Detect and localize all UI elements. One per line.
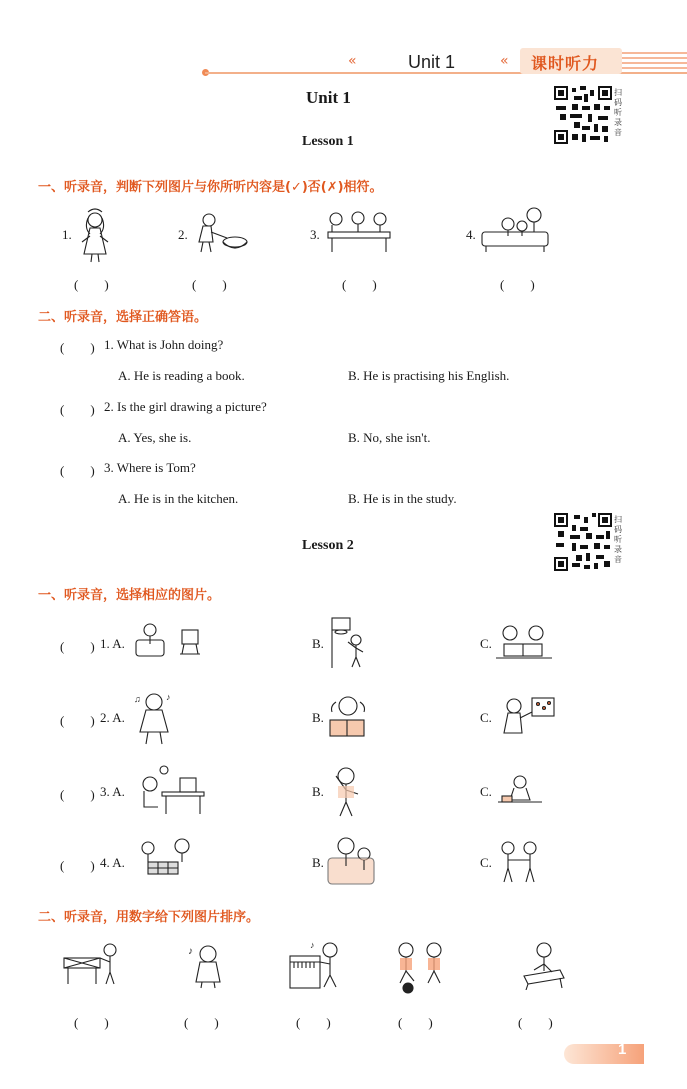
answer-blank[interactable]: ( ) (74, 1015, 109, 1030)
boy-writing-picture (496, 774, 544, 810)
answer-blank[interactable]: ( ) (74, 277, 109, 292)
chevron-left-icon: « (348, 53, 357, 69)
girl-singing-picture (186, 940, 230, 990)
option-label: B. (312, 636, 324, 651)
option-label: 2. A. (100, 710, 125, 725)
option-label: C. (480, 855, 492, 870)
option-label: B. (312, 855, 324, 870)
svg-text:♪: ♪ (310, 940, 315, 950)
kids-reading-picture (494, 624, 554, 662)
grandma-and-girl-picture (326, 834, 378, 888)
lesson2-part2-title: 二、听录音，用数字给下列图片排序。 (38, 910, 260, 925)
item-number: 4. (466, 227, 476, 242)
option-label: 3. A. (100, 784, 125, 799)
table-tennis-picture (60, 940, 122, 988)
option-b: B. He is practising his English. (348, 368, 510, 383)
girl-picture (78, 206, 112, 264)
question-text: 3. Where is Tom? (104, 460, 196, 475)
answer-blank[interactable]: ( ) (60, 787, 95, 802)
boy-drawing-picture (518, 940, 568, 990)
lesson1-part2-title: 二、听录音，选择正确答语。 (38, 310, 208, 325)
boy-washing-picture (193, 212, 249, 254)
lesson2-part1-title: 一、听录音，选择相应的图片。 (38, 588, 221, 603)
chevron-left-icon: « (500, 53, 509, 69)
girl-painting-picture (494, 694, 556, 738)
answer-blank[interactable]: ( ) (398, 1015, 433, 1030)
answer-blank[interactable]: ( ) (60, 463, 95, 478)
person-sofa-tv-picture (132, 622, 202, 662)
answer-blank[interactable]: ( ) (60, 402, 95, 417)
header-tab-label: 课时听力 (531, 54, 600, 73)
answer-blank[interactable]: ( ) (518, 1015, 553, 1030)
lesson-1-title: Lesson 1 (302, 134, 354, 149)
header-stripes (622, 52, 687, 72)
answer-blank[interactable]: ( ) (60, 340, 95, 355)
svg-text:♪: ♪ (166, 692, 171, 702)
option-a: A. He is reading a book. (118, 368, 245, 383)
item-number: 2. (178, 227, 188, 242)
page-number-tab (564, 1044, 644, 1064)
option-a: A. Yes, she is. (118, 430, 192, 445)
option-label: B. (312, 784, 324, 799)
girl-reading-book-picture (324, 694, 370, 740)
option-label: C. (480, 784, 492, 799)
answer-blank[interactable]: ( ) (342, 277, 377, 292)
qr-label: 扫码听录音 (614, 515, 622, 564)
lesson1-part1-title: 一、听录音，判断下列图片与你所听内容是(✓)否(✗)相符。 (38, 180, 383, 195)
header-unit-label: Unit 1 (408, 52, 456, 72)
option-label: C. (480, 710, 492, 725)
option-label: 1. A. (100, 636, 125, 651)
family-sofa-picture (478, 206, 552, 254)
football-picture (390, 940, 452, 994)
kids-playing-chess-picture (134, 838, 198, 882)
item-number: 3. (310, 227, 320, 242)
option-a: A. He is in the kitchen. (118, 491, 239, 506)
answer-blank[interactable]: ( ) (60, 639, 95, 654)
svg-text:♪: ♪ (188, 946, 193, 957)
page-number: 1 (618, 1041, 627, 1058)
question-text: 1. What is John doing? (104, 337, 224, 352)
question-text: 2. Is the girl drawing a picture? (104, 399, 267, 414)
qr-code-icon[interactable] (554, 513, 612, 571)
boy-waving-picture (326, 762, 366, 820)
qr-code-icon[interactable] (554, 86, 612, 144)
answer-blank[interactable]: ( ) (60, 713, 95, 728)
page-title: Unit 1 (306, 88, 351, 107)
answer-blank[interactable]: ( ) (296, 1015, 331, 1030)
lesson-2-title: Lesson 2 (302, 538, 354, 553)
option-label: 4. A. (100, 855, 125, 870)
answer-blank[interactable]: ( ) (184, 1015, 219, 1030)
girl-singing-picture (132, 690, 176, 746)
option-b: B. No, she isn't. (348, 430, 431, 445)
item-number: 1. (62, 227, 72, 242)
piano-picture (288, 938, 344, 992)
option-b: B. He is in the study. (348, 491, 457, 506)
boy-at-desk-picture (132, 764, 208, 816)
answer-blank[interactable]: ( ) (500, 277, 535, 292)
answer-blank[interactable]: ( ) (60, 858, 95, 873)
qr-label: 扫码听录音 (614, 88, 622, 137)
answer-blank[interactable]: ( ) (192, 277, 227, 292)
kids-dancing-picture (494, 838, 546, 886)
option-label: C. (480, 636, 492, 651)
option-label: B. (312, 710, 324, 725)
basketball-picture (328, 616, 368, 670)
kids-at-table-picture (324, 210, 394, 254)
svg-text:♫: ♫ (134, 694, 141, 704)
